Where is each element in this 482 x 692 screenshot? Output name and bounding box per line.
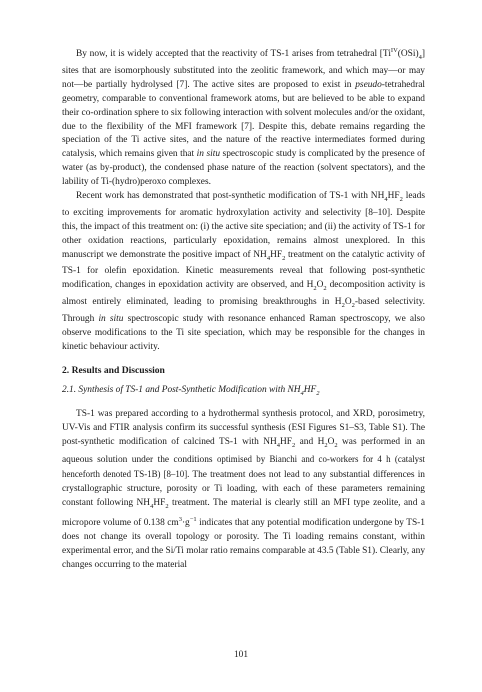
paragraph-3: TS-1 was prepared according to a hydrothermal synthesis protocol, and XRD, porosimetry, UV-Vis and FTIR analysis confirm its successful synthesis (ESI Figures S1–S3, Table S1). The post-synthetic modification of calcined TS-1 with $NH_4HF_2$ and $H_2O_2$ was performed in an aqueous solution under the conditions optimised by Bianchi and co-workers for 4 h (catalyst henceforth denoted TS-1B) [8–10]. The treatment does not lead to any substantial differences in crystallographic structure, porosity or Ti loading, with each of these parameters remaining constant following $NH_4HF_2$ treatment. The material is clearly still an MFI type zeolite, and a micropore volume of 0.138 $cm^3\cdot g^{-1}$ indicates that any potential modification undergone by TS-1 does not change its overall topology or porosity. The Ti loading remains constant, within experimental error, and the Si/Ti molar ratio remains comparable at 43.5 (Table S1). Clearly, any changes occurring to the material — [62, 409, 426, 571]
subsection-heading: 2.1. Synthesis of TS-1 and Post-Synthetic Modification with $NH_4HF_2$ — [62, 385, 320, 398]
section-heading: 2. Results and Discussion — [62, 364, 165, 376]
paragraph-2: Recent work has demonstrated that post-synthetic modification of TS-1 with $NH_4HF_2$ leads to exciting improvements for aromatic hydroxylation activity and selectivity [8–10]. Despite this, the impact of this treatment on: (i) the active site speciation; and (ii) the activity of TS-1 for other oxidation reactions, particularly epoxidation, remains almost unexplored. In this manuscript we demonstrate the positive impact of $NH_4HF_2$ treatment on the catalytic activity of TS-1 for olefin epoxidation. Kinetic measurements reveal that following post-synthetic modification, changes in epoxidation activity are observed, and $H_2O_2$ decomposition activity is almost entirely eliminated, leading to promising breakthroughs in $H_2O_2$-based selectivity. Through in situ spectroscopic study with resonance enhanced Raman spectroscopy, we also observe modifications to the Ti site speciation, which may be responsible for the changes in kinetic behaviour activity. — [62, 191, 426, 352]
page-body — [62, 44, 425, 573]
page-number: 101 — [233, 650, 249, 660]
paragraph-1: By now, it is widely accepted that the reactivity of TS-1 arises from tetrahedral $[Ti^{IV}(OSi)_4]$ sites that are isomorphously substituted into the zeolitic framework, and which may—or may not—be partially hydrolysed [7]. The active sites are proposed to exist in pseudo-tetrahedral geometry, comparable to conventional framework atoms, but are believed to be able to expand their co-ordination sphere to six following interaction with solvent molecules and/or the oxidant, due to the flexibility of the MFI framework [7]. Despite this, debate remains regarding the speciation of the Ti active sites, and the nature of the reactive intermediates formed during catalysis, which remains given that in situ spectroscopic study is complicated by the presence of water (as by-product), the condensed phase nature of the reaction (solvent spectators), and the lability of Ti-(hydro)peroxo complexes. — [62, 47, 425, 188]
